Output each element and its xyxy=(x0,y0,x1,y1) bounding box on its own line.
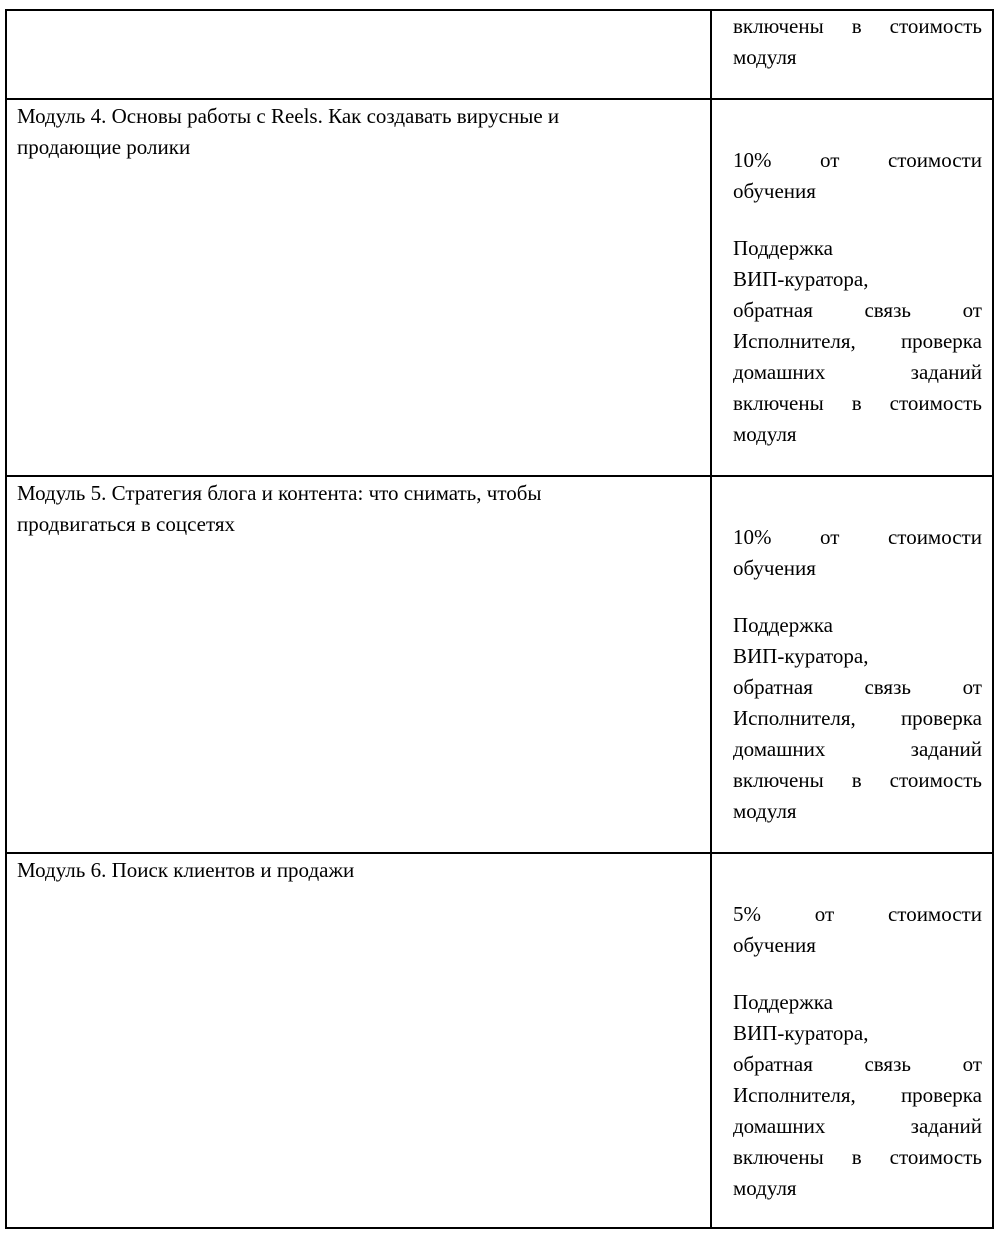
text-line xyxy=(733,264,982,295)
text-line xyxy=(733,553,982,584)
text-line xyxy=(733,145,982,176)
text-word: стоимость xyxy=(889,1145,982,1169)
text-line xyxy=(733,1080,982,1111)
text-word: обратная xyxy=(733,1052,813,1076)
text-word: стоимость xyxy=(889,768,982,792)
text-line xyxy=(733,11,982,42)
module-cell-empty xyxy=(7,11,712,98)
text-word: связь xyxy=(864,1052,911,1076)
table-row-continued xyxy=(7,11,992,100)
module-title-cell xyxy=(7,477,712,852)
text-line xyxy=(733,522,982,553)
text-word: модуля xyxy=(733,1176,797,1200)
text-word: от xyxy=(962,298,982,322)
text-word: от xyxy=(962,675,982,699)
text-line xyxy=(733,765,982,796)
text-word: от xyxy=(820,525,840,549)
text-line xyxy=(733,176,982,207)
text-line xyxy=(733,734,982,765)
cost-percentage-text xyxy=(733,145,982,207)
cost-cell xyxy=(712,100,992,475)
text-word: модуля xyxy=(733,422,797,446)
text-word: в xyxy=(851,391,862,415)
text-line xyxy=(733,987,982,1018)
text-line xyxy=(733,1111,982,1142)
text-line xyxy=(733,357,982,388)
module-title xyxy=(17,101,701,163)
text-word: обучения xyxy=(733,179,816,203)
text-word: проверка xyxy=(900,329,982,353)
text-line-content: включены в стоимость xyxy=(733,14,982,38)
text-word: стоимость xyxy=(889,391,982,415)
text-word: Поддержка xyxy=(733,236,833,260)
text-word: в xyxy=(851,768,862,792)
text-line xyxy=(733,1173,982,1204)
support-included-text xyxy=(733,610,982,827)
text-line xyxy=(733,703,982,734)
text-word: стоимости xyxy=(887,902,982,926)
support-text-continued xyxy=(733,11,982,73)
text-line xyxy=(733,796,982,827)
text-line xyxy=(733,326,982,357)
support-included-text xyxy=(733,233,982,450)
text-word: включены xyxy=(733,391,824,415)
text-word: 5% xyxy=(733,902,761,926)
text-line xyxy=(733,930,982,961)
module-title xyxy=(17,855,701,886)
cost-percentage-text xyxy=(733,522,982,584)
module-title-line: Модуль 4. Основы работы с Reels. Как создавать вирусные и xyxy=(17,104,560,128)
text-word: ВИП-куратора, xyxy=(733,1021,869,1045)
text-word: стоимости xyxy=(887,525,982,549)
table-row-module-4 xyxy=(7,100,992,477)
text-word: ВИП-куратора, xyxy=(733,644,869,668)
text-line xyxy=(733,899,982,930)
cost-cell xyxy=(712,11,992,98)
text-word: Исполнителя, xyxy=(733,1083,856,1107)
text-word: заданий xyxy=(910,360,982,384)
text-word: домашних xyxy=(733,737,826,761)
text-word: в xyxy=(851,1145,862,1169)
text-word: обучения xyxy=(733,556,816,580)
text-line xyxy=(733,1049,982,1080)
text-word: включены xyxy=(733,768,824,792)
module-title-line: продвигаться в соцсетях xyxy=(17,512,236,536)
text-word: Поддержка xyxy=(733,990,833,1014)
text-word: от xyxy=(962,1052,982,1076)
text-line xyxy=(733,295,982,326)
text-word: проверка xyxy=(900,706,982,730)
text-word: обратная xyxy=(733,298,813,322)
table-row-module-6 xyxy=(7,854,992,1229)
text-word: 10% xyxy=(733,525,772,549)
text-line xyxy=(733,233,982,264)
text-line xyxy=(733,1018,982,1049)
cost-percentage-text xyxy=(733,899,982,961)
module-title-line: Модуль 6. Поиск клиентов и продажи xyxy=(17,858,355,882)
text-word: связь xyxy=(864,298,911,322)
text-word: Исполнителя, xyxy=(733,329,856,353)
text-word: заданий xyxy=(910,737,982,761)
text-word: проверка xyxy=(900,1083,982,1107)
text-line xyxy=(733,1142,982,1173)
text-word: домашних xyxy=(733,360,826,384)
text-word: Исполнителя, xyxy=(733,706,856,730)
module-title-cell xyxy=(7,854,712,1229)
text-word: ВИП-куратора, xyxy=(733,267,869,291)
cost-cell xyxy=(712,854,992,1229)
text-word: Поддержка xyxy=(733,613,833,637)
text-word: стоимости xyxy=(887,148,982,172)
text-word: модуля xyxy=(733,799,797,823)
text-line xyxy=(733,641,982,672)
text-word: обучения xyxy=(733,933,816,957)
text-word: от xyxy=(820,148,840,172)
cost-cell xyxy=(712,477,992,852)
text-word: связь xyxy=(864,675,911,699)
table-row-module-5 xyxy=(7,477,992,854)
text-word: заданий xyxy=(910,1114,982,1138)
module-title-line: Модуль 5. Стратегия блога и контента: что снимать, чтобы xyxy=(17,481,542,505)
module-title-cell xyxy=(7,100,712,475)
text-word: обратная xyxy=(733,675,813,699)
text-line xyxy=(733,388,982,419)
support-included-text xyxy=(733,987,982,1204)
module-title-line: продающие ролики xyxy=(17,135,191,159)
text-word: домашних xyxy=(733,1114,826,1138)
text-word: 10% xyxy=(733,148,772,172)
text-line xyxy=(733,672,982,703)
text-line xyxy=(733,610,982,641)
text-line xyxy=(733,419,982,450)
text-word: от xyxy=(814,902,835,926)
text-line: модуля xyxy=(733,45,797,69)
module-title xyxy=(17,478,701,540)
pricing-table xyxy=(5,9,994,1229)
text-word: включены xyxy=(733,1145,824,1169)
